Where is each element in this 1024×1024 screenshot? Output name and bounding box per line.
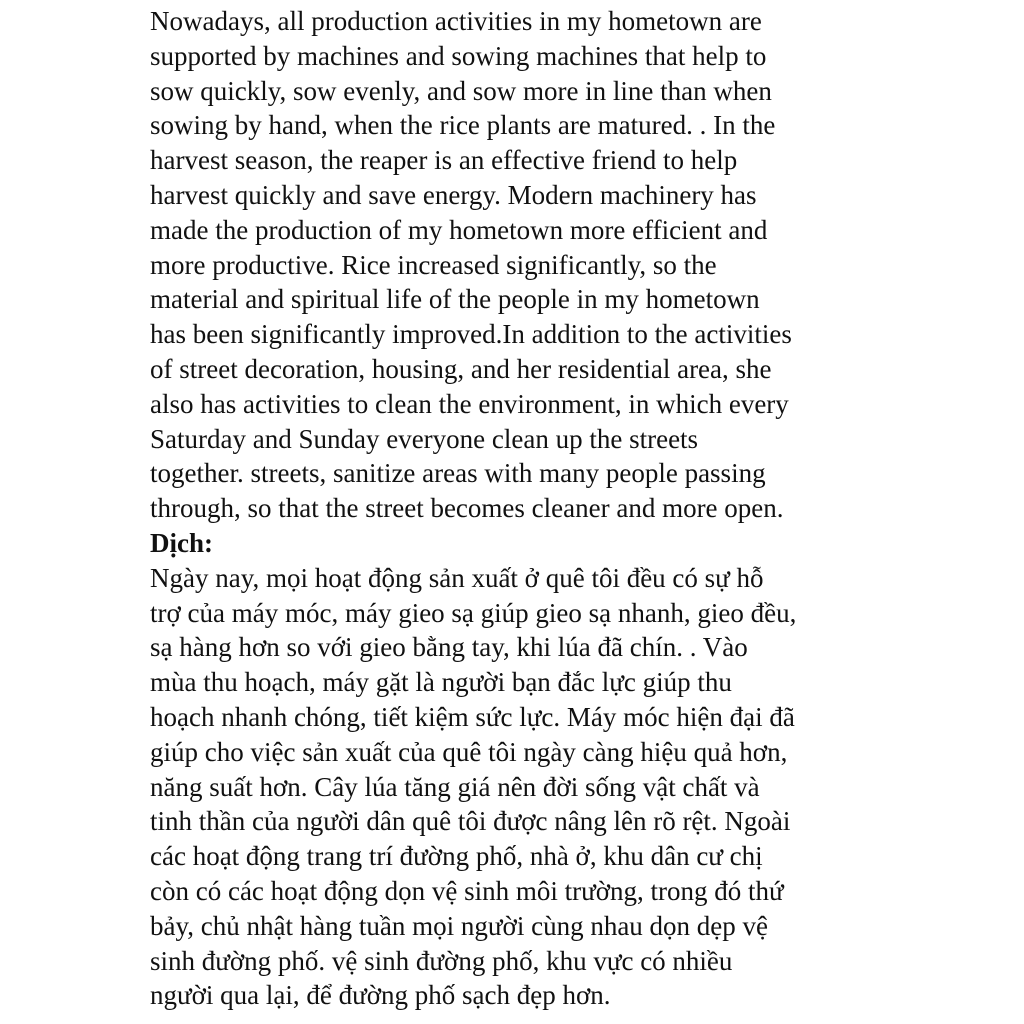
translation-heading: Dịch: [150, 527, 213, 558]
vietnamese-line: còn có các hoạt động dọn vệ sinh môi trường, trong đó thứ [150, 875, 784, 906]
english-line: sow quickly, sow evenly, and sow more in line than when [150, 75, 772, 106]
english-line: Saturday and Sunday everyone clean up the streets [150, 423, 699, 454]
english-line: supported by machines and sowing machines that help to [150, 40, 767, 71]
english-line: material and spiritual life of the people in my hometown [150, 284, 760, 315]
english-line: also has activities to clean the environment, in which every [150, 388, 789, 419]
vietnamese-line: các hoạt động trang trí đường phố, nhà ở, khu dân cư chị [150, 841, 763, 872]
english-line: harvest season, the reaper is an effective friend to help [150, 145, 738, 176]
vietnamese-line: Ngày nay, mọi hoạt động sản xuất ở quê tôi đều có sự hỗ [150, 562, 764, 593]
vietnamese-line: sạ hàng hơn so với gieo bằng tay, khi lúa đã chín. . Vào [150, 632, 748, 663]
vietnamese-line: giúp cho việc sản xuất của quê tôi ngày càng hiệu quả hơn, [150, 736, 788, 767]
english-line: sowing by hand, when the rice plants are matured. . In the [150, 110, 776, 141]
vietnamese-line: hoạch nhanh chóng, tiết kiệm sức lực. Máy móc hiện đại đã [150, 701, 795, 732]
english-line: has been significantly improved.In addition to the activities [150, 319, 792, 350]
english-line: of street decoration, housing, and her residential area, she [150, 353, 772, 384]
english-line: harvest quickly and save energy. Modern machinery has [150, 179, 757, 210]
vietnamese-line: bảy, chủ nhật hàng tuần mọi người cùng nhau dọn dẹp vệ [150, 910, 769, 941]
english-line: more productive. Rice increased significantly, so the [150, 249, 717, 280]
vietnamese-line: trợ của máy móc, máy gieo sạ giúp gieo sạ nhanh, gieo đều, [150, 597, 797, 628]
english-line: made the production of my hometown more efficient and [150, 214, 768, 245]
vietnamese-line: sinh đường phố. vệ sinh đường phố, khu vực có nhiều [150, 945, 733, 976]
english-line: Nowadays, all production activities in my hometown are [150, 6, 762, 36]
vietnamese-line: mùa thu hoạch, máy gặt là người bạn đắc lực giúp thu [150, 667, 732, 698]
english-line: through, so that the street becomes cleaner and more open. [150, 493, 784, 524]
vietnamese-line: tinh thần của người dân quê tôi được nâng lên rõ rệt. Ngoài [150, 806, 791, 837]
vietnamese-line: năng suất hơn. Cây lúa tăng giá nên đời sống vật chất và [150, 771, 760, 802]
vietnamese-line: người qua lại, để đường phố sạch đẹp hơn. [150, 980, 611, 1011]
vietnamese-paragraph [150, 561, 890, 1013]
document-page [150, 4, 890, 1013]
english-paragraph [150, 4, 890, 526]
english-line: together. streets, sanitize areas with many people passing [150, 458, 766, 489]
